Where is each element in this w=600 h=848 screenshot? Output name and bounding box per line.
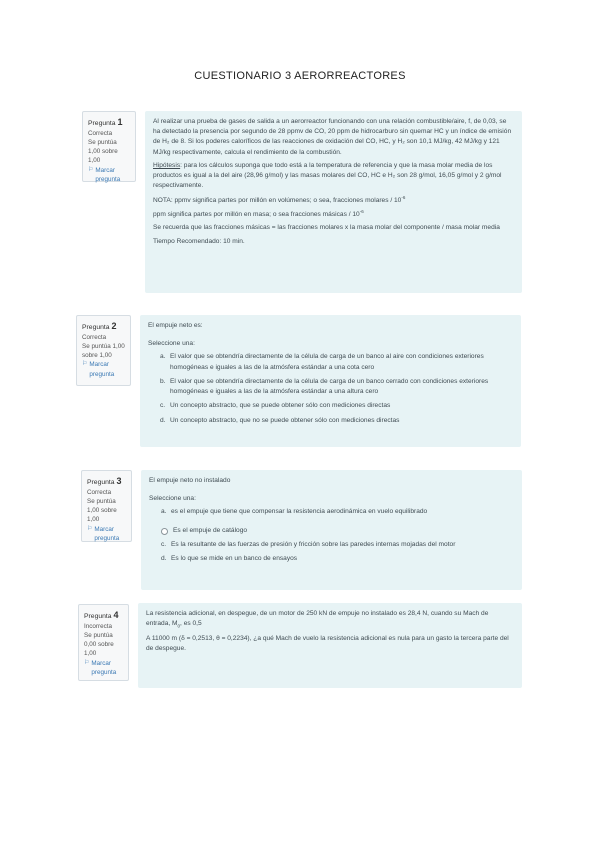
- page-title: CUESTIONARIO 3 AERORREACTORES: [194, 70, 406, 82]
- question-text-2: A 11000 m (δ = 0,2513, θ = 0,2234), ¿a qué Mach de vuelo la resistencia adicional es nula para un gasto la tercera parte del de despegue.: [146, 634, 509, 652]
- question-info-1: [82, 111, 136, 182]
- flag-icon: ⚐: [84, 659, 90, 666]
- answer-option-b[interactable]: b. El valor que se obtendría directamente de la célula de carga de un banco cerrado con condiciones exteriores homogéneas e iguales a las de la atmósfera estándar a una altura cero: [160, 377, 489, 396]
- select-prompt: Seleccione una:: [148, 340, 195, 348]
- question-score: Se puntúa 1,00 sobre 1,00: [88, 139, 118, 165]
- question-content-4: [138, 603, 522, 688]
- question-score: Se puntúa 0,00 sobre 1,00: [84, 632, 114, 658]
- question-status: Correcta: [88, 130, 113, 138]
- question-text: La resistencia adicional, en despegue, de un motor de 250 kN de empuje no instalado es 28,4 N, cuando su Mach de entrada, $M_0$, es 0,5: [146, 610, 489, 629]
- question-score: Se puntúa 1,00 sobre 1,00: [87, 498, 117, 524]
- answer-option-d[interactable]: d. Es lo que se mide en un banco de ensayos: [161, 555, 298, 563]
- question-info-4: [78, 604, 129, 681]
- flag-question-link[interactable]: ⚐ Marcar pregunta: [82, 361, 115, 378]
- question-text: El empuje neto es:: [148, 322, 203, 329]
- answer-options: [149, 507, 514, 564]
- answer-option-b[interactable]: Es el empuje de catálogo: [161, 526, 514, 536]
- note-mass-fractions: Se recuerda que las fracciones másicas = las fracciones molares x la masa molar del componente / masa molar media: [153, 224, 500, 232]
- question-number-label: Pregunta 3: [87, 476, 122, 486]
- question-status: Correcta: [87, 489, 112, 497]
- answer-option-a[interactable]: a. El valor que se obtendría directamente de la célula de carga de un banco al aire con condiciones exteriores homogéneas e iguales a las de la atmósfera estándar a una cota cero: [160, 353, 484, 371]
- answer-option-d[interactable]: d. Un concepto abstracto, que no se puede obtener sólo con mediciones directas: [160, 416, 400, 424]
- question-content-1: [145, 111, 522, 293]
- question-status: Correcta: [82, 334, 107, 342]
- flag-question-link[interactable]: ⚐ Marcar pregunta: [84, 659, 117, 676]
- answer-option-a[interactable]: a. es el empuje que tiene que compensar la resistencia aerodinámica en vuelo equilibrado: [161, 508, 428, 516]
- select-prompt: Seleccione una:: [149, 495, 196, 503]
- question-info-3: [81, 470, 132, 542]
- radio-button[interactable]: [161, 528, 168, 535]
- answer-option-c[interactable]: c. Es la resultante de las fuerzas de presión y fricción sobre las paredes internas mojadas del motor: [161, 540, 456, 548]
- flag-icon: ⚐: [87, 525, 93, 532]
- question-number-label: Pregunta 1: [88, 117, 123, 127]
- note-ppm: ppm significa partes por millón en masa; o sea fracciones másicas / $10^{-6}$: [153, 208, 364, 219]
- question-status: Incorrecta: [84, 623, 112, 631]
- question-info-2: [76, 315, 131, 386]
- flag-question-link[interactable]: ⚐ Marcar pregunta: [88, 166, 121, 183]
- note-ppmv: NOTA: ppmv significa partes por millón en volúmenes; o sea, fracciones molares / $10^{-6}$: [153, 194, 406, 204]
- question-number-label: Pregunta 2: [82, 321, 117, 331]
- flag-icon: ⚐: [82, 361, 88, 368]
- question-text: Al realizar una prueba de gases de salida a un aerorreactor funcionando con una relación combustible/aire, f, de 0,03, se ha detectado la presencia por segundo de 28 ppmv de CO, 20 ppm de hidrocarburo sin quemar HC y un índice de emisión de H₂ de 8. Si los poderes caloríficos de las reacciones de oxidación del CO, HC, y H₂ son 10,1 MJ/kg, 42 MJ/kg y 121 MJ/kg respectivamente, calcula el rendimiento de la combustión.: [153, 118, 512, 156]
- question-content-2: [140, 315, 521, 447]
- flag-question-link[interactable]: ⚐ Marcar pregunta: [87, 525, 120, 542]
- question-score: Se puntúa 1,00 sobre 1,00: [82, 343, 125, 360]
- question-text: El empuje neto no instalado: [149, 477, 231, 484]
- hypothesis: Hipótesis: para los cálculos suponga que todo está a la temperatura de referencia y que la masa molar media de los productos es igual a la del aire (28,96 g/mol) y las masas molares del CO, HC e H₂ son 28 g/mol, 16,05 g/mol y 2 g/mol respectivamente.: [153, 161, 502, 190]
- recommended-time: Tiempo Recomendado: 10 min.: [153, 237, 245, 245]
- question-number-label: Pregunta 4: [84, 610, 119, 620]
- question-content-3: [141, 470, 522, 590]
- answer-option-c[interactable]: c. Un concepto abstracto, que se puede obtener sólo con mediciones directas: [160, 402, 391, 410]
- flag-icon: ⚐: [88, 166, 94, 173]
- answer-options: [148, 352, 513, 425]
